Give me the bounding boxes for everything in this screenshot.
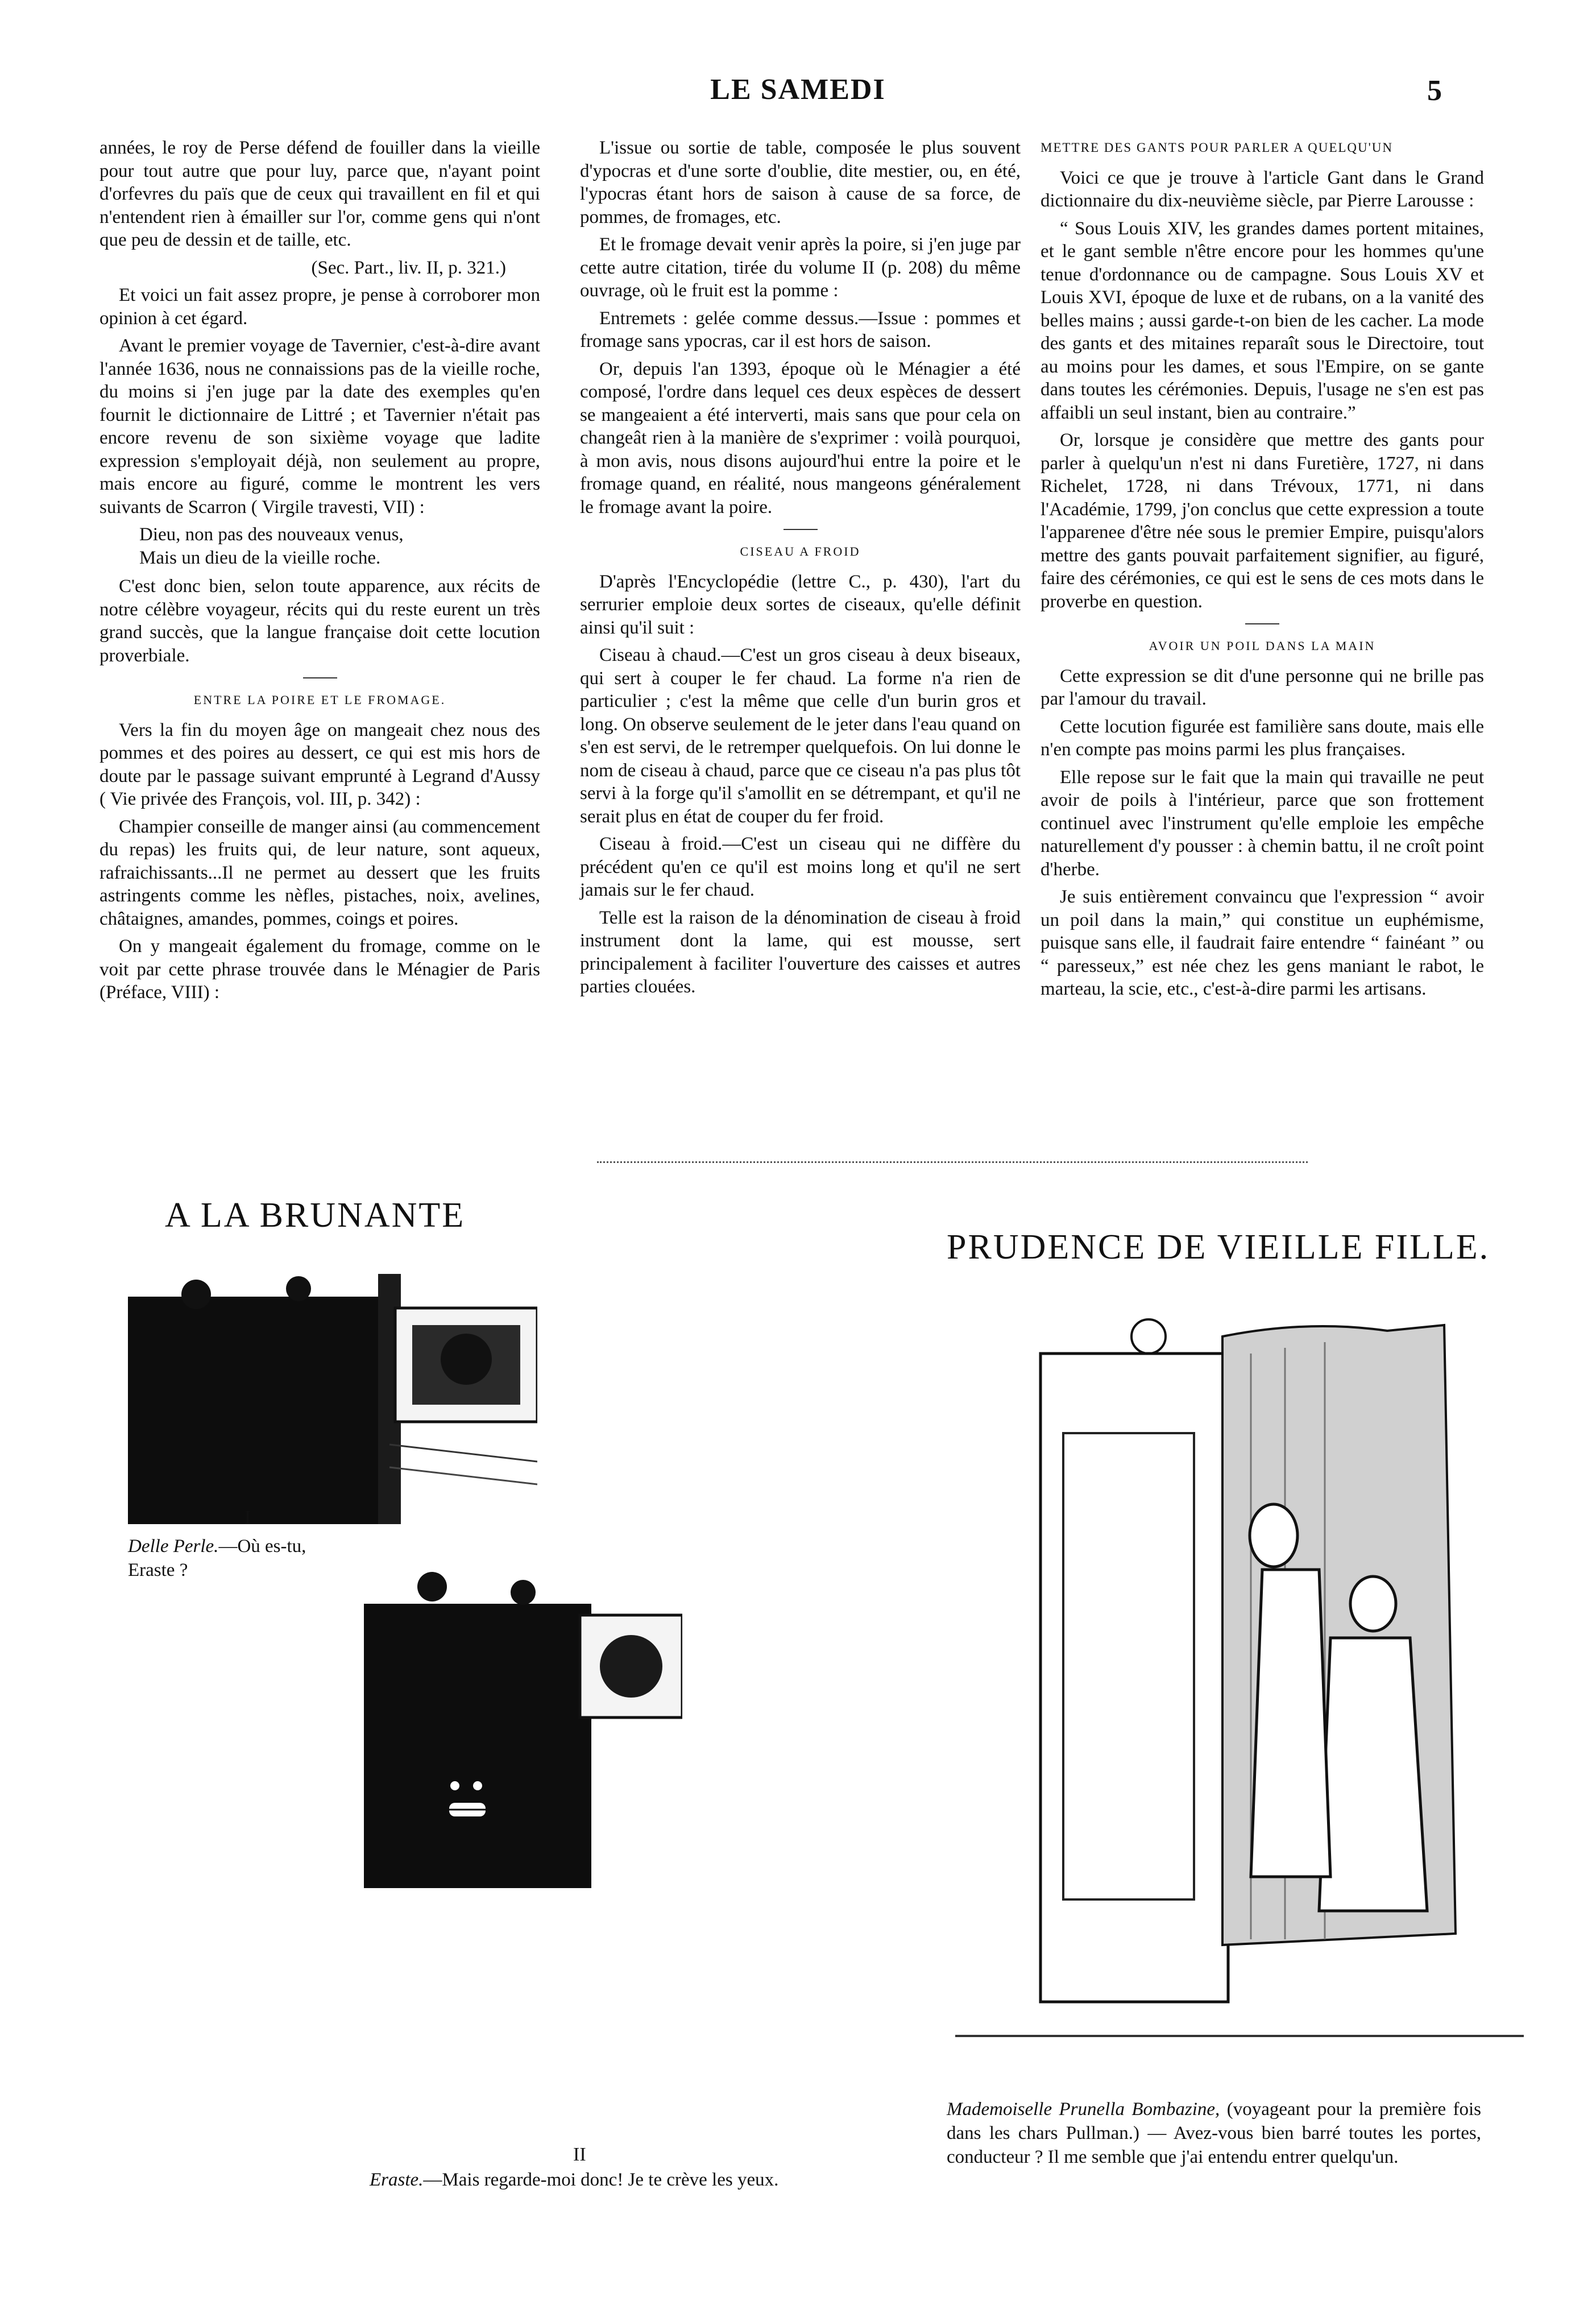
paragraph: Telle est la raison de la dénomination de ciseau à froid instrument dont la lame, qui est mousse, sert principalement à faciliter l'ouverture des caisses et autres parties clouées. (580, 907, 1021, 997)
section-divider (784, 529, 818, 530)
paragraph: On y mangeait également du fromage, comme on le voit par cette phrase trouvée dans le Ménagier de Paris (Préface, VIII) : (100, 936, 540, 1003)
section-heading: ENTRE LA POIRE ET LE FROMAGE. (193, 693, 446, 707)
paragraph: Elle repose sur le fait que la main qui travaille ne peut avoir de poils à l'intérieur, parce que son frottement continuel avec l'instrument qu'elle emploie les empêche naturellement d'y pousser : à chemin battu, il ne croît point d'herbe. (1040, 767, 1484, 880)
speaker-name: Delle Perle. (128, 1536, 219, 1557)
caption-panel-2 (370, 2168, 824, 2192)
cartoon-title-right: PRUDENCE DE VIEILLE FILLE. (947, 1228, 1490, 1267)
caption-text: —Où es-tu, Eraste ? (128, 1536, 306, 1580)
paragraph: Cette locution figurée est familière sans doute, mais elle n'en compte pas moins parmi les plus françaises. (1040, 716, 1484, 760)
dark-room-illustration-2 (364, 1536, 682, 1888)
citation: (Sec. Part., liv. II, p. 321.) (311, 257, 506, 278)
section-heading: AVOIR UN POIL DANS LA MAIN (1149, 639, 1376, 653)
panel-number: I (244, 1507, 251, 1528)
page-number: 5 (1427, 75, 1442, 107)
paragraph: D'après l'Encyclopédie (lettre C., p. 430), l'art du serrurier emploie deux sortes de ciseaux, qu'elle définit ainsi qu'il suit : (580, 571, 1021, 638)
paragraph: Avant le premier voyage de Tavernier, c'est-à-dire avant l'année 1636, nous ne connaissions pas de la vieille roche, du moins si j'en juge par la date des exemples qu'en fournit le dictionnaire de Littré ; et Tavernier n'était pas encore revenu de son sixième voyage que ladite expression s'employait déjà, non seulement au propre, mais encore au figuré, comme le montrent les vers suivants de Scarron ( Virgile travesti, VII) : (100, 336, 540, 518)
caption-text: —Mais regarde-moi donc! Je te crève les yeux. (423, 2170, 779, 2190)
paragraph: C'est donc bien, selon toute apparence, aux récits de notre célèbre voyageur, récits qui du reste eurent un très grand succès, que la langue française doit cette locution proverbiale. (100, 576, 540, 666)
paragraph: L'issue ou sortie de table, composée le plus souvent d'ypocras et d'une sorte d'oublie, dite mestier, ou, en été, l'ypocras étant hors de saison à cause de sa force, de pommes, de fromages, etc. (580, 138, 1021, 227)
paragraph: Et le fromage devait venir après la poire, si j'en juge par cette autre citation, tirée du volume II (p. 208) du même ouvrage, où le fruit est la pomme : (580, 234, 1021, 301)
paragraph: Vers la fin du moyen âge on mangeait chez nous des pommes et des poires au dessert, ce qui est mis hors de doute par le passage suivant emprunté à Legrand d'Aussy ( Vie privée des François, vol. III, p. 342) : (100, 719, 540, 809)
paragraph: Cette expression se dit d'une personne qui ne brille pas par l'amour du travail. (1040, 665, 1484, 709)
text-column-1 (100, 136, 540, 1009)
verse-quote (139, 523, 540, 569)
panel-number: II (573, 2144, 586, 2165)
paragraph: Or, depuis l'an 1393, époque où le Ménagier a été composé, l'ordre dans lequel ces deux espèces de dessert se mangeaient a été interverti, mais sans que pour cela on changeât rien à la manière de s'exprimer : voilà pourquoi, à mon avis, nous disons aujourd'hui entre la poire et le fromage quand, en réalité, nous mangeons généralement le fromage avant la poire. (580, 358, 1021, 518)
caption-panel-1 (128, 1534, 333, 1582)
speaker-name: Eraste. (370, 2170, 424, 2190)
paragraph: Je suis entièrement convaincu que l'expression “ avoir un poil dans la main,” qui constitue un euphémisme, puisque sans elle, il faudrait faire entendre “ fainéant ” ou “ paresseux,” est née chez les gens maniant le rabot, le marteau, la scie, etc., c'est-à-dire parmi les artisans. (1040, 887, 1484, 999)
section-heading: METTRE DES GANTS POUR PARLER A QUELQU'UN (1040, 140, 1394, 155)
paragraph: Ciseau à chaud.—C'est un gros ciseau à deux biseaux, qui sert à couper le fer chaud. La forme n'a rien de particulier ; c'est la même que celle d'un burin gros et long. On observe seulement de le jeter dans l'eau quand on s'en est servi, de le retremper quelquefois. On lui donne le nom de ciseau à chaud, parce que ce ciseau n'a pas plus tôt servi à la forge qu'il s'amollit en se détrempant, et qu'il ne serait plus en état de couper du fer froid. (580, 645, 1021, 827)
page-divider (597, 1161, 1308, 1163)
cartoon-title-left: A LA BRUNANTE (165, 1196, 466, 1235)
paragraph: Champier conseille de manger ainsi (au commencement du repas) les fruits qui, de leur nature, sont aqueux, rafraichissants...Il ne permet au dessert que les fruits astringents comme les nèfles, pistaches, noix, avelines, châtaignes, amandes, pommes, coings et poires. (100, 816, 540, 929)
section-divider (1245, 623, 1279, 624)
dark-room-illustration-1 (128, 1274, 537, 1524)
paragraph: Ciseau à froid.—C'est un ciseau qui ne diffère du précédent qu'en ce qu'il est moins long et qu'il ne sert jamais sur le fer chaud. (580, 834, 1021, 900)
paragraph: années, le roy de Perse défend de fouiller dans la vieille pour tout autre que pour luy, parce que, n'ayant point d'orfevres du païs que de ceux qui travaillent en fil et qui n'entendent rien à émailler sur l'or, comme gens qui n'ont que peu de dessin et de taille, etc. (100, 138, 540, 250)
caption-right (947, 2097, 1481, 2169)
paragraph: Et voici un fait assez propre, je pense à corroborer mon opinion à cet égard. (100, 285, 540, 329)
speaker-name: Mademoiselle Prunella Bombazine, (947, 2099, 1220, 2120)
text-column-3 (1040, 136, 1484, 1005)
verse-line: Dieu, non pas des nouveaux venus, (139, 524, 404, 545)
pullman-car-illustration (955, 1285, 1524, 2059)
verse-line: Mais un dieu de la vieille roche. (139, 547, 381, 568)
caption-text: (voyageant pour la première fois dans les chars Pullman.) — Avez-vous bien barré toutes les portes, conducteur ? Il me semble que j'ai entendu entrer quelqu'un. (947, 2099, 1481, 2167)
paragraph: Voici ce que je trouve à l'article Gant dans le Grand dictionnaire du dix-neuvième siècle, par Pierre Larousse : (1040, 167, 1484, 211)
section-heading: CISEAU A FROID (740, 544, 861, 558)
text-column-2 (580, 136, 1021, 1003)
newspaper-title: LE SAMEDI (710, 73, 886, 106)
paragraph: Entremets : gelée comme dessus.—Issue : pommes et fromage sans ypocras, car il est hors de saison. (580, 308, 1021, 351)
paragraph: Or, lorsque je considère que mettre des gants pour parler à quelqu'un n'est ni dans Furetière, 1727, ni dans Richelet, 1728, ni dans Trévoux, 1771, ni dans l'Académie, 1799, j'on conclus que cette expression a toute l'apparenee d'être née sous le premier Empire, puisqu'alors mettre des gants pouvait parfaitement signifier, au figuré, faire des cérémonies, ce qui est le sens de ces mots dans le proverbe en question. (1040, 430, 1484, 612)
section-divider (303, 677, 337, 678)
paragraph: “ Sous Louis XIV, les grandes dames portent mitaines, et le gant semble n'être encore pour les hommes qu'une tenue d'ordonnance ou de campagne. Sous Louis XV et Louis XVI, époque de luxe et de rubans, on a la vanité des belles mains ; aussi garde-t-on bien de les cacher. La mode des gants et des mitaines reparaît sous le Directoire, tout au moins pour les dames, et sous l'Empire, on se gante dans toutes les cérémonies. Depuis, l'usage ne s'en est pas affaibli un seul instant, bien au contraire.” (1040, 218, 1484, 423)
